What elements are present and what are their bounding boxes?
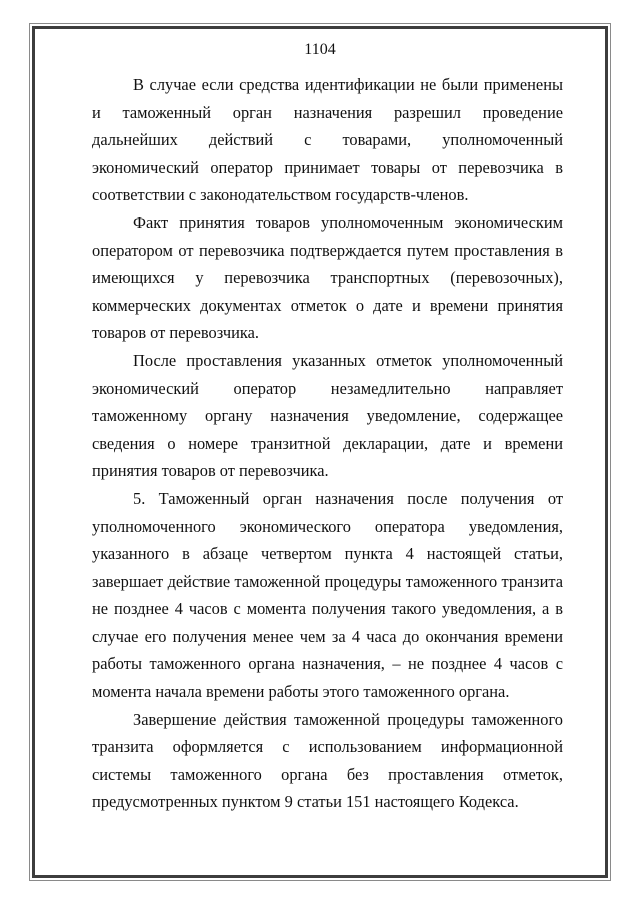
paragraph-5: Завершение действия таможенной процедуры таможенного транзита оформляется с использованием информационной системы таможенного органа без проставления отметок, предусмотренных пунктом 9 статьи 151 настоящего Кодекса. [92, 709, 563, 812]
paragraph-2: Факт принятия товаров уполномоченным экономическим оператором от перевозчика подтверждается путем проставления в имеющихся у перевозчика транспортных (перевозочных), коммерческих документах отметок о дате и времени принятия товаров от перевозчика. [92, 212, 563, 343]
paragraph-3: После проставления указанных отметок уполномоченный экономический оператор незамедлительно направляет таможенному органу назначения уведомление, содержащее сведения о номере транзитной декларации, дате и времени принятия товаров от перевозчика. [92, 350, 563, 481]
page-border-frame [32, 26, 608, 878]
page-number: 1104 [304, 41, 336, 58]
paragraph-1: В случае если средства идентификации не были применены и таможенный орган назначения разрешил проведение дальнейших действий с товарами, уполномоченный экономический оператор принимает товары от перевозчика в соответствии с законодательством государств-членов. [92, 75, 563, 205]
paragraph-4: 5. Таможенный орган назначения после получения от уполномоченного экономического оператора уведомления, указанного в абзаце четвертом пункта 4 настоящей статьи, завершает действие таможенной процедуры таможенного транзита не позднее 4 часов с момента получения такого уведомления, а в случае его получения менее чем за 4 часа до окончания времени работы таможенного органа назначения, – не позднее 4 часов с момента начала времени работы этого таможенного органа. [92, 488, 563, 702]
document-body [92, 71, 563, 816]
